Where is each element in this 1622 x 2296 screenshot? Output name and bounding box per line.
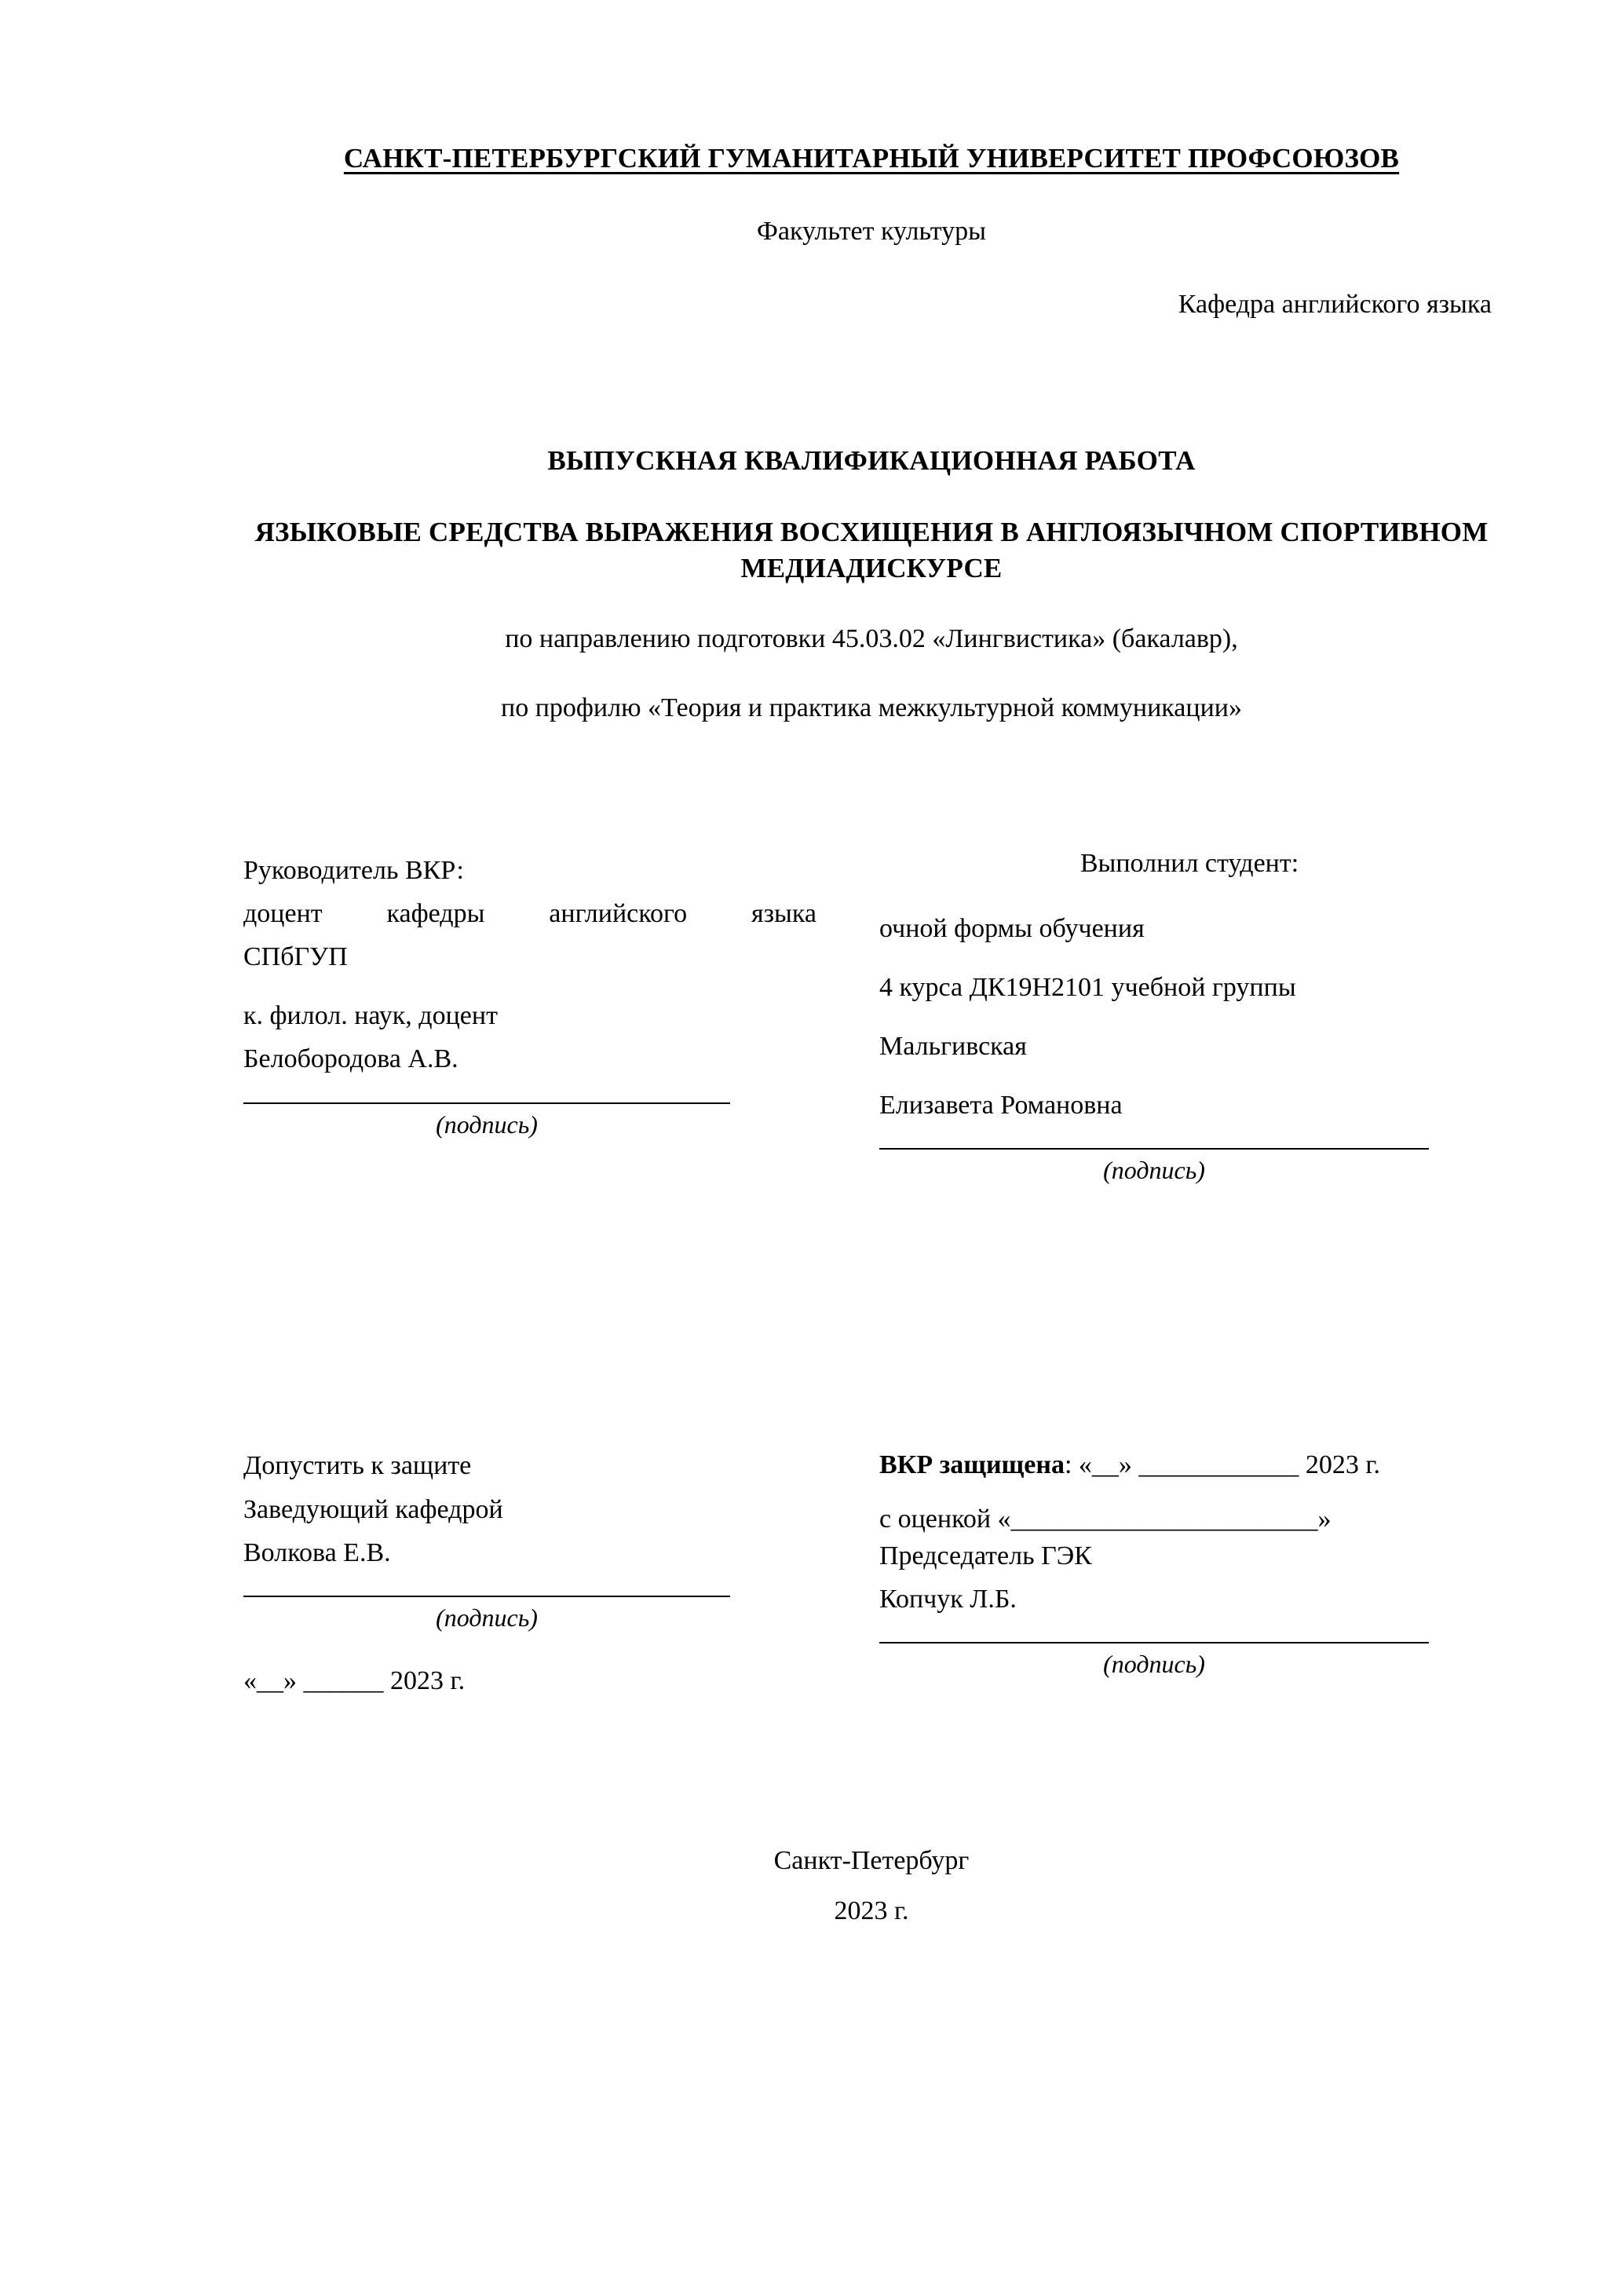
admission-date: «__» ______ 2023 г. <box>243 1665 466 1695</box>
document-content <box>243 141 1500 1937</box>
defense-signature-line <box>879 1641 1429 1643</box>
footer <box>243 1836 1500 1937</box>
faculty-name: Факультет культуры <box>757 216 986 246</box>
chair-name: Копчук Л.Б. <box>879 1584 1017 1614</box>
supervisor-signature-caption: (подпись) <box>436 1110 538 1139</box>
head-of-department-name: Волкова Е.В. <box>243 1537 391 1567</box>
student-surname: Мальгивская <box>879 1032 1027 1062</box>
defense-date: : «__» ____________ 2023 г. <box>1064 1450 1381 1480</box>
department-name: Кафедра английского языка <box>1178 289 1492 319</box>
profile-of-study: по профилю «Теория и практика межкультурной коммуникации» <box>501 693 1242 723</box>
student-signature-caption: (подпись) <box>1103 1156 1205 1185</box>
student-label: Выполнил студент: <box>1080 849 1299 879</box>
student-form: очной формы обучения <box>879 914 1145 944</box>
student-name: Елизавета Романовна <box>879 1091 1123 1121</box>
student-block <box>879 849 1500 1185</box>
title-block <box>243 445 1500 723</box>
student-group: 4 курса ДК19Н2101 учебной группы <box>879 973 1296 1003</box>
supervisor-label: Руководитель ВКР: <box>243 856 464 886</box>
supervisor-degree: к. филол. наук, доцент <box>243 1001 498 1031</box>
admission-signature-caption: (подпись) <box>436 1603 538 1632</box>
defense-line <box>879 1444 1500 1486</box>
supervisor-block <box>243 849 816 1139</box>
university-name: САНКТ-ПЕТЕРБУРГСКИЙ ГУМАНИТАРНЫЙ УНИВЕРСИТЕТ ПРОФСОЮЗОВ <box>343 143 1400 174</box>
admission-signature-line <box>243 1595 730 1597</box>
supervisor-position: доцент кафедры английского языка <box>243 899 816 929</box>
supervisor-name: Белобородова А.В. <box>243 1044 458 1074</box>
admission-block <box>243 1444 816 1702</box>
signature-section <box>243 849 1500 1185</box>
defense-label: ВКР защищена <box>879 1450 1065 1480</box>
defense-grade: с оценкой «_______________________» <box>879 1504 1332 1534</box>
defense-signature-caption: (подпись) <box>1103 1649 1205 1678</box>
admission-line-1: Допустить к защите <box>243 1451 472 1481</box>
work-type: ВЫПУСКНАЯ КВАЛИФИКАЦИОННАЯ РАБОТА <box>547 444 1196 476</box>
footer-year: 2023 г. <box>834 1896 909 1926</box>
footer-city: Санкт-Петербург <box>773 1845 970 1875</box>
supervisor-signature-line <box>243 1102 730 1104</box>
work-title: ЯЗЫКОВЫЕ СРЕДСТВА ВЫРАЖЕНИЯ ВОСХИЩЕНИЯ В АНГЛОЯЗЫЧНОМ СПОРТИВНОМ МЕДИАДИСКУРСЕ <box>254 516 1489 583</box>
supervisor-position-2: СПбГУП <box>243 942 348 972</box>
defense-block <box>879 1444 1500 1679</box>
direction-of-study: по направлению подготовки 45.03.02 «Лингвистика» (бакалавр), <box>505 624 1238 654</box>
admission-line-2: Заведующий кафедрой <box>243 1494 503 1524</box>
bottom-section <box>243 1444 1500 1702</box>
chair-label: Председатель ГЭК <box>879 1541 1092 1570</box>
student-signature-line <box>879 1147 1429 1150</box>
